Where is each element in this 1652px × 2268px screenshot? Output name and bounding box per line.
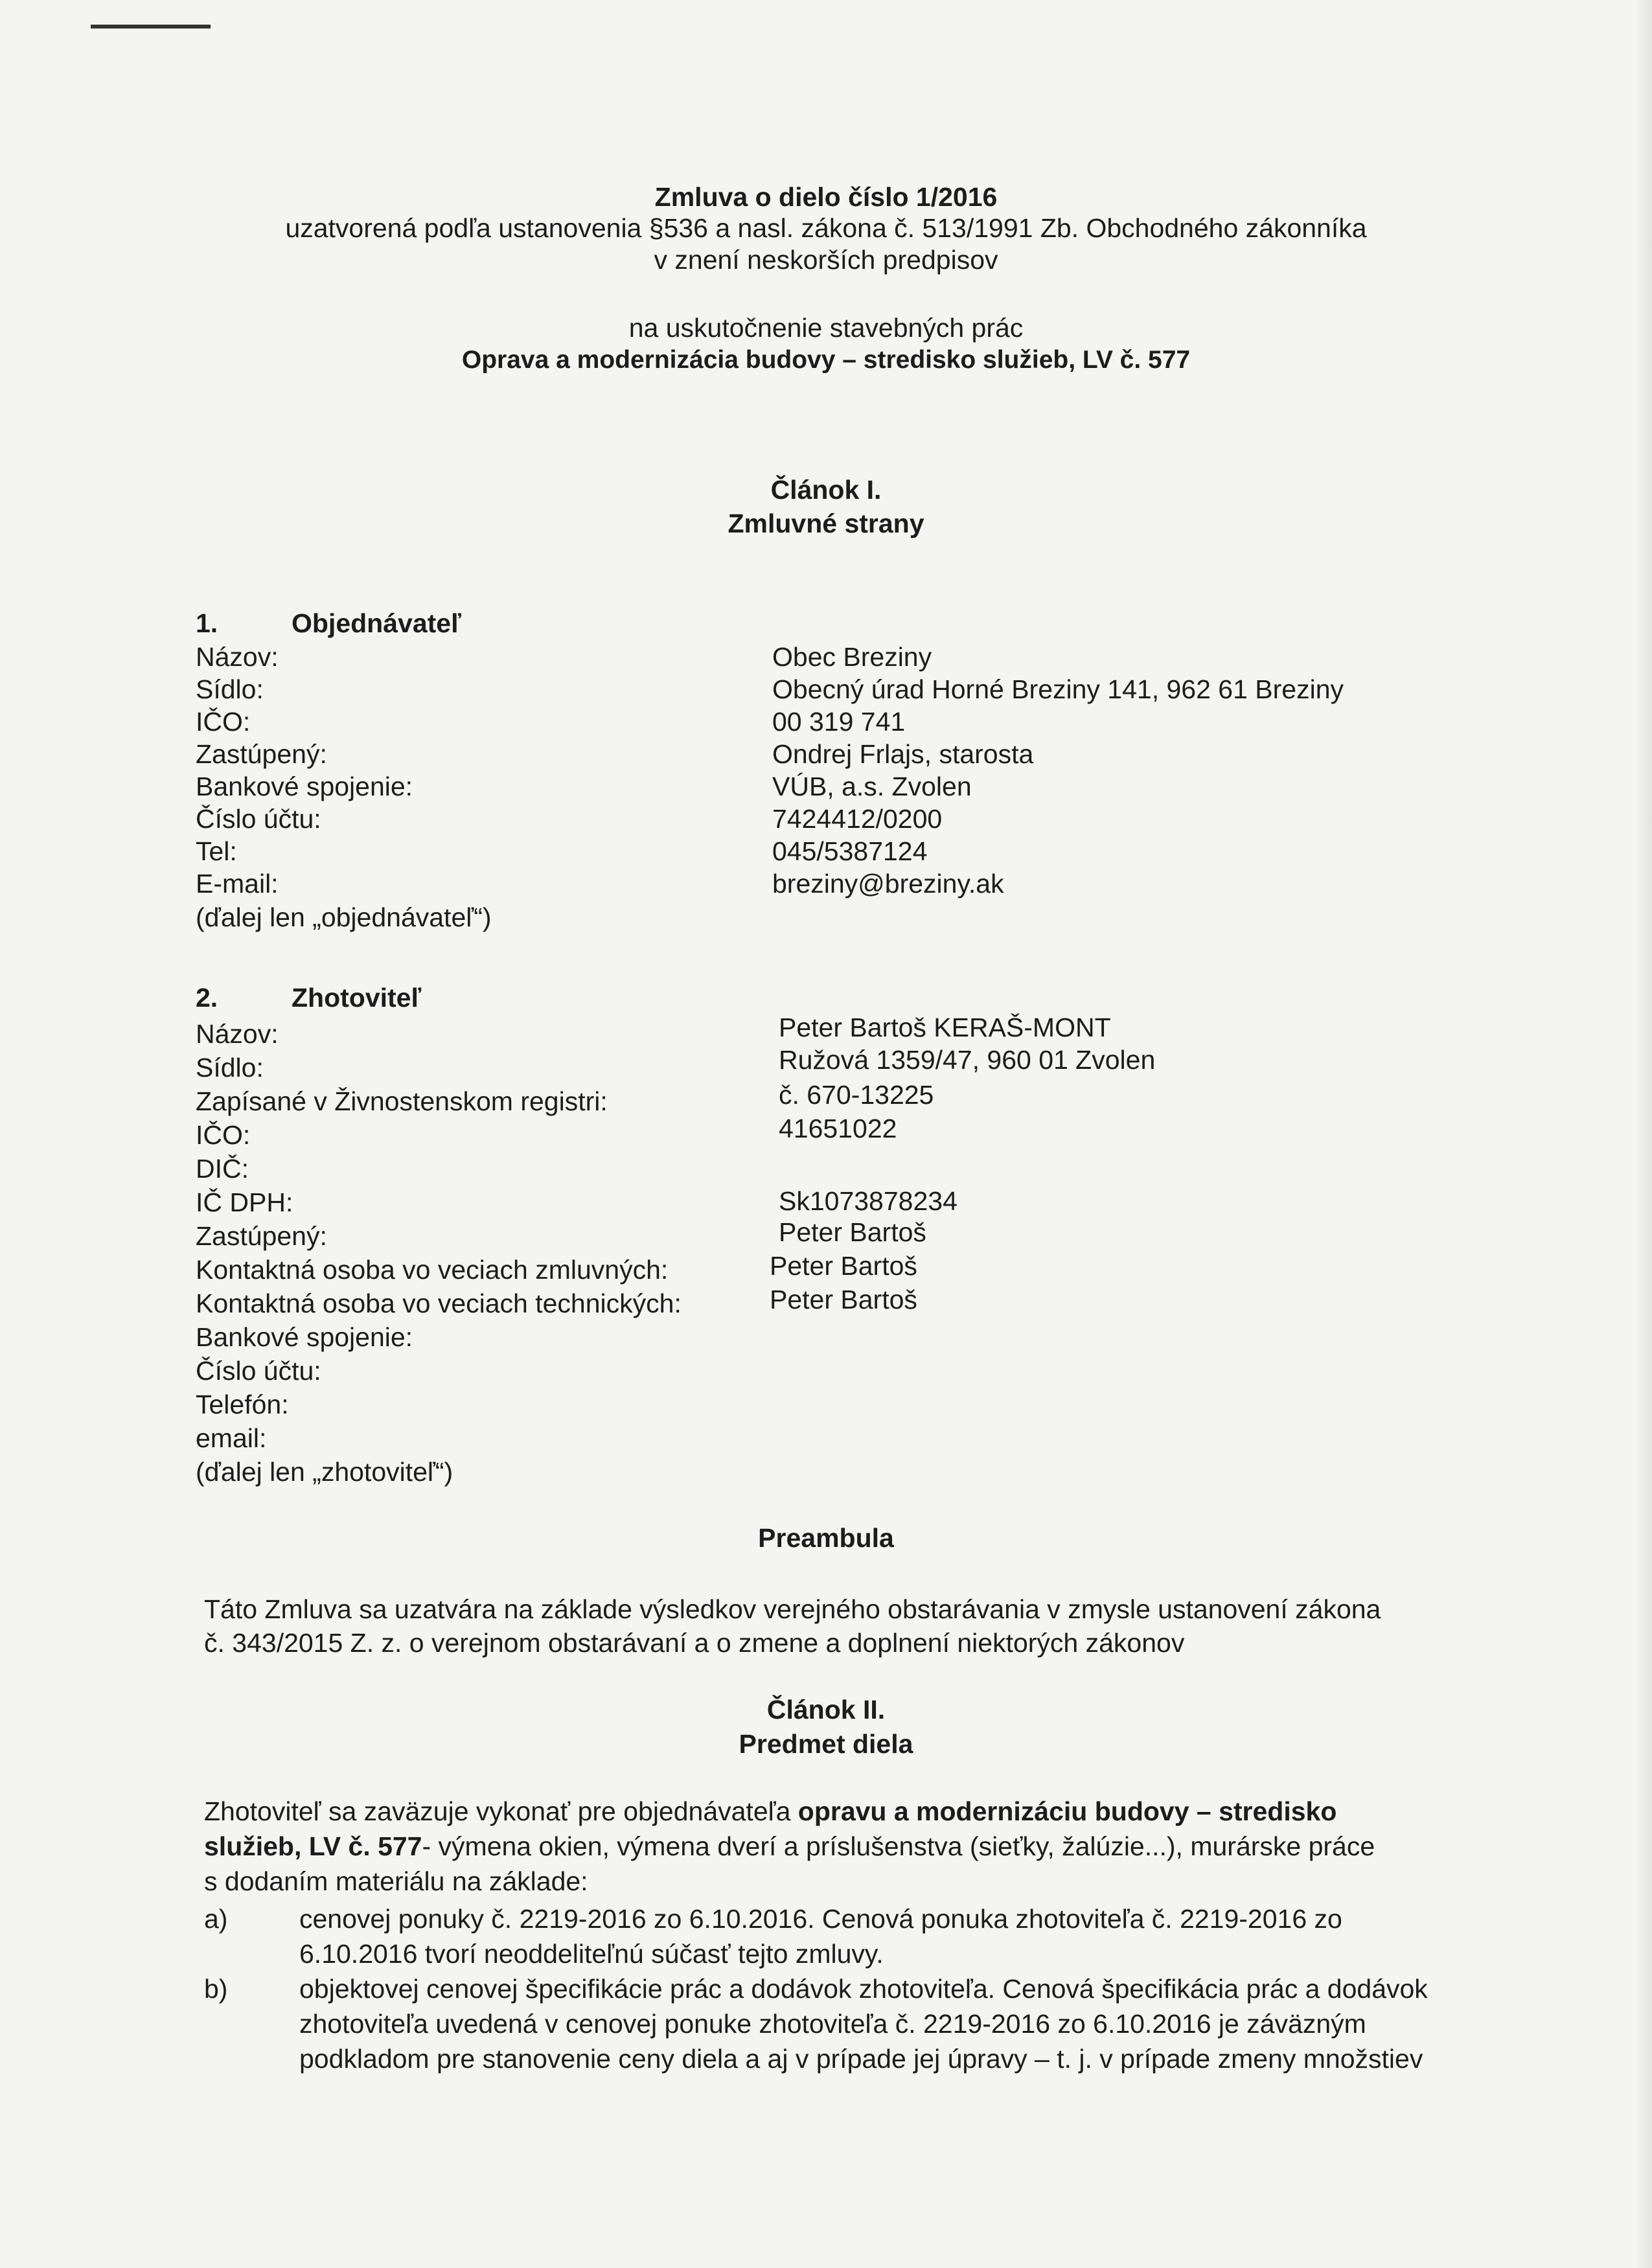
- subject-intro-scope: - výmena okien, výmena dverí a príslušenstva (sieťky, žalúzie...), murárske práce: [422, 1831, 1375, 1861]
- party-2-seat-value: Ružová 1359/47, 960 01 Zvolen: [779, 1045, 1156, 1075]
- party-2-vat-value: Sk1073878234: [779, 1186, 958, 1216]
- party-1-name-value: Obec Breziny: [772, 642, 932, 672]
- scan-mark: [91, 25, 211, 29]
- preambula-heading: Preambula: [758, 1523, 894, 1553]
- party-2-account-label: Číslo účtu:: [196, 1356, 321, 1386]
- party-2-bank-label: Bankové spojenie:: [196, 1322, 413, 1352]
- party-2-ico-label: IČO:: [196, 1120, 251, 1150]
- party-1-account-label: Číslo účtu:: [196, 804, 321, 834]
- party-1-seat-value: Obecný úrad Horné Breziny 141, 962 61 Breziny: [772, 674, 1344, 704]
- item-a-line-2: 6.10.2016 tvorí neoddeliteľnú súčasť tejto zmluvy.: [299, 1939, 884, 1969]
- party-1-phone-label: Tel:: [196, 836, 237, 866]
- party-1-representative-label: Zastúpený:: [196, 739, 327, 769]
- party-1-number: 1.: [196, 608, 218, 638]
- party-2-ico-value: 41651022: [779, 1114, 897, 1143]
- item-b-line-3: podkladom pre stanovenie ceny diela a aj v prípade jej úpravy – t. j. v prípade zmeny množstiev: [299, 2044, 1423, 2074]
- party-1-email-value: breziny@breziny.ak: [772, 869, 1004, 899]
- subject-intro-emphasis: opravu a modernizáciu budovy – stredisko: [797, 1796, 1337, 1826]
- article-1-subheading: Zmluvné strany: [728, 509, 924, 538]
- item-b-line-1: objektovej cenovej špecifikácie prác a dodávok zhotoviteľa. Cenová špecifikácia prác a dodávok: [299, 1974, 1428, 2004]
- party-2-name-label: Názov:: [196, 1019, 279, 1049]
- party-2-representative-label: Zastúpený:: [196, 1221, 327, 1251]
- party-1-ico-label: IČO:: [196, 707, 251, 737]
- party-1-account-value: 7424412/0200: [772, 804, 943, 834]
- article-1-heading: Článok I.: [770, 475, 882, 505]
- subject-intro-line-1: [204, 1794, 1337, 1829]
- party-1-representative-value: Ondrej Frlajs, starosta: [772, 739, 1034, 769]
- party-2-representative-value: Peter Bartoš: [779, 1217, 926, 1247]
- party-1-email-label: E-mail:: [196, 869, 279, 899]
- party-2-contract-contact-value: Peter Bartoš: [770, 1251, 917, 1281]
- party-2-email-label: email:: [196, 1423, 267, 1453]
- article-2-subheading: Predmet diela: [739, 1729, 913, 1759]
- contract-purpose-line: na uskutočnenie stavebných prác: [628, 313, 1024, 343]
- item-a-line-1: cenovej ponuky č. 2219-2016 zo 6.10.2016. Cenová ponuka zhotoviteľa č. 2219-2016 zo: [299, 1904, 1342, 1934]
- party-1-bank-value: VÚB, a.s. Zvolen: [772, 772, 972, 801]
- party-2-number: 2.: [196, 983, 218, 1013]
- party-2-vat-label: IČ DPH:: [196, 1187, 293, 1217]
- party-2-phone-label: Telefón:: [196, 1390, 289, 1419]
- subject-intro-lv: služieb, LV č. 577: [204, 1831, 422, 1861]
- party-1-alias: (ďalej len „objednávateľ“): [196, 902, 492, 932]
- party-2-technical-contact-label: Kontaktná osoba vo veciach technických:: [196, 1289, 682, 1318]
- party-1-seat-label: Sídlo:: [196, 674, 264, 704]
- contract-basis-line: uzatvorená podľa ustanovenia §536 a nasl. zákona č. 513/1991 Zb. Obchodného zákonníka: [285, 213, 1367, 243]
- contract-basis-line-2: v znení neskorších predpisov: [654, 245, 998, 275]
- preambula-text-line-1: Táto Zmluva sa uzatvára na základe výsledkov verejného obstarávania v zmysle ustanovení zákona: [204, 1594, 1381, 1624]
- party-2-registry-value: č. 670-13225: [779, 1080, 934, 1110]
- contract-title: Zmluva o dielo číslo 1/2016: [654, 182, 998, 212]
- party-2-contract-contact-label: Kontaktná osoba vo veciach zmluvných:: [196, 1255, 669, 1285]
- project-name: Oprava a modernizácia budovy – stredisko služieb, LV č. 577: [461, 346, 1191, 374]
- preambula-text-line-2: č. 343/2015 Z. z. o verejnom obstarávaní a o zmene a doplnení niektorých zákonov: [204, 1628, 1185, 1658]
- item-a-marker: a): [204, 1904, 228, 1934]
- party-1-title: Objednávateľ: [292, 608, 461, 638]
- article-2-heading: Článok II.: [766, 1695, 886, 1724]
- party-2-dic-label: DIČ:: [196, 1154, 249, 1184]
- party-1-ico-value: 00 319 741: [772, 707, 906, 737]
- party-2-registry-label: Zapísané v Živnostenskom registri:: [196, 1086, 608, 1116]
- subject-intro-prefix: Zhotoviteľ sa zaväzuje vykonať pre objednávateľa: [204, 1796, 798, 1826]
- item-b-line-2: zhotoviteľa uvedená v cenovej ponuke zhotoviteľa č. 2219-2016 zo 6.10.2016 je záväzným: [299, 2009, 1366, 2039]
- party-2-title: Zhotoviteľ: [292, 983, 422, 1013]
- party-2-technical-contact-value: Peter Bartoš: [770, 1285, 917, 1314]
- party-1-phone-value: 045/5387124: [772, 836, 928, 866]
- party-2-name-value: Peter Bartoš KERAŠ-MONT: [779, 1013, 1111, 1042]
- party-2-alias: (ďalej len „zhotoviteľ“): [196, 1457, 453, 1487]
- party-1-bank-label: Bankové spojenie:: [196, 772, 413, 801]
- party-1-name-label: Názov:: [196, 642, 279, 672]
- party-2-seat-label: Sídlo:: [196, 1053, 264, 1082]
- item-b-marker: b): [204, 1974, 228, 2004]
- subject-intro-line-2: [204, 1829, 1375, 1864]
- subject-intro-line-3: s dodaním materiálu na základe:: [204, 1866, 588, 1896]
